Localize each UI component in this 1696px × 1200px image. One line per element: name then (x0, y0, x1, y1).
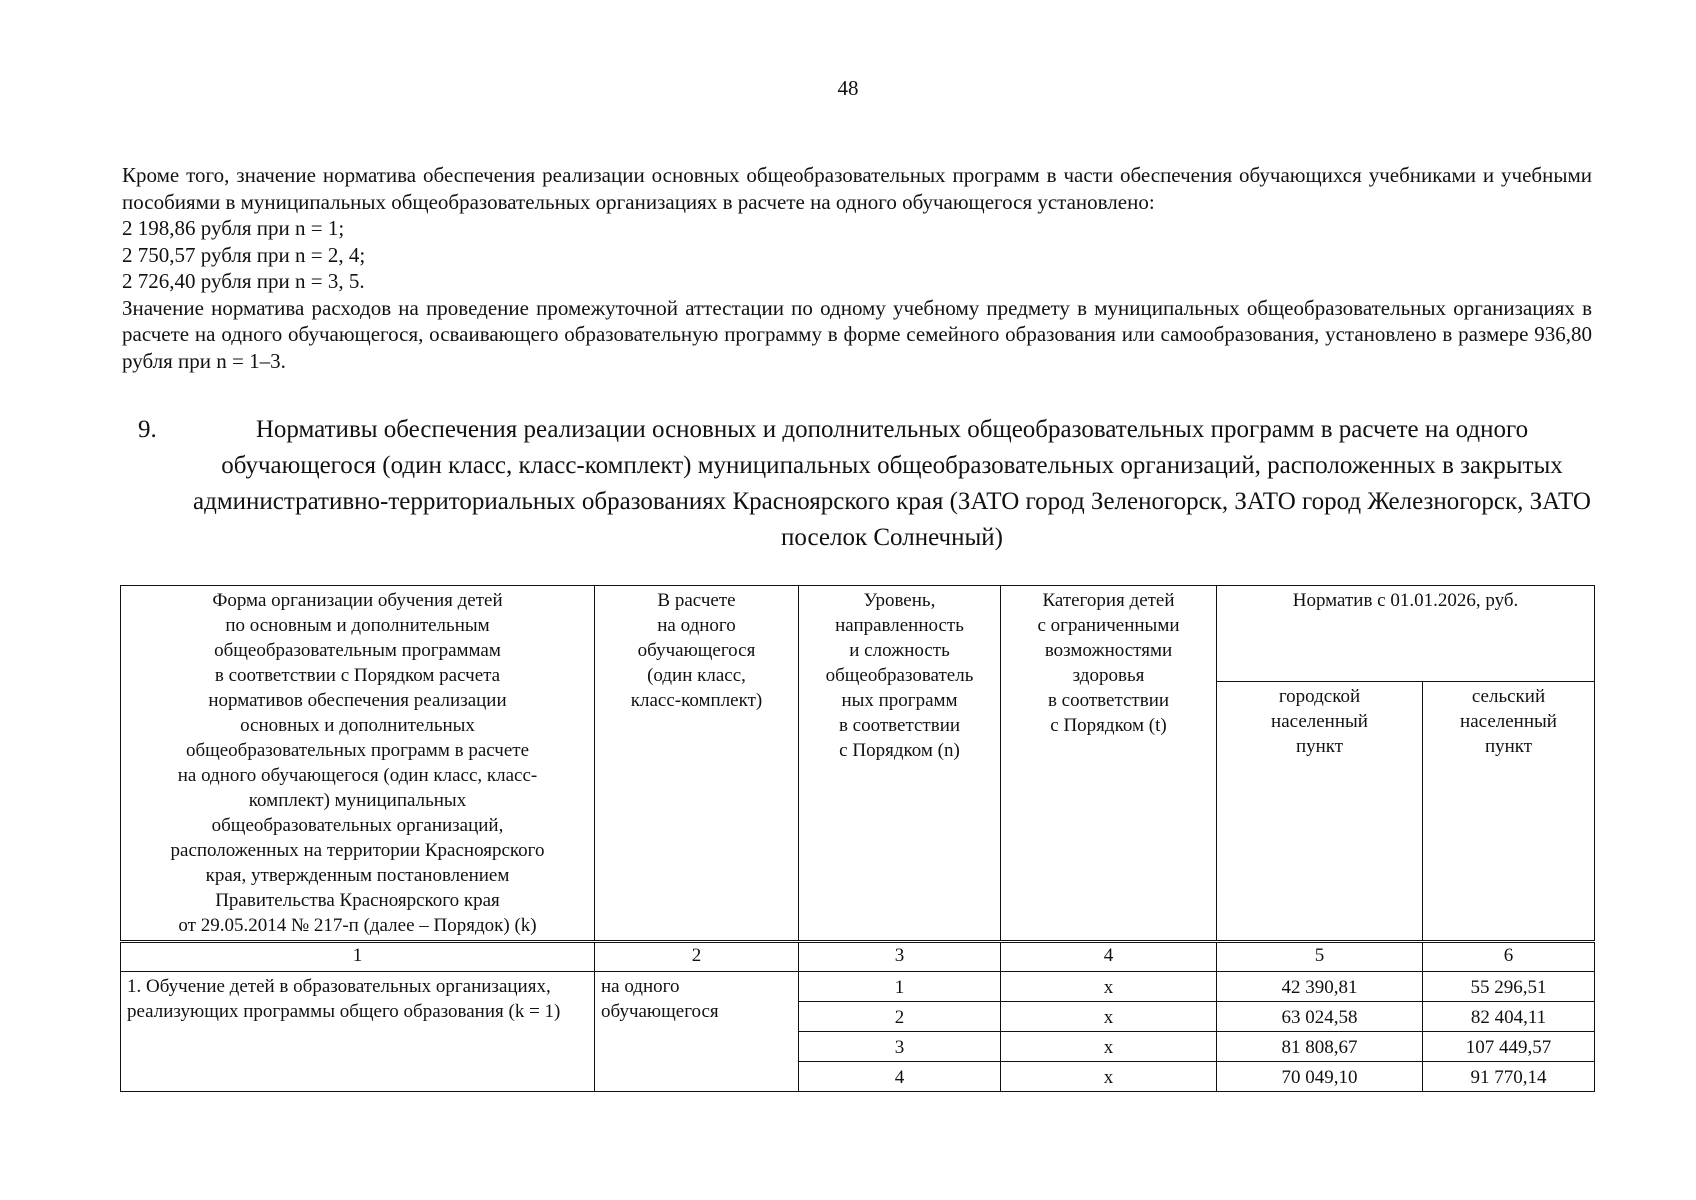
intro-paragraph-attestation: Значение норматива расходов на проведение промежуточной аттестации по одному учебному предмету в муниципальных общеобразовательных организациях в расчете на одного обучающегося, осваивающего образовательную программу в форме семейного образования или самообразования, установлено в размере 936,80 рубля при n = 1–3. (122, 295, 1592, 373)
cell-urban: 42 390,81 (1217, 972, 1423, 1002)
section-title: Нормативы обеспечения реализации основных и дополнительных общеобразовательных программ в расчете на одного обучающегося (один класс, класс-комплект) муниципальных общеобразовательных организаций, расположенных в закрытых административно-территориальных образованиях Красноярского края (ЗАТО город Зеленогорск, ЗАТО город Железногорск, ЗАТО поселок Солнечный) (193, 416, 1591, 551)
cell-rural: 82 404,11 (1423, 1002, 1595, 1032)
cell-urban: 63 024,58 (1217, 1002, 1423, 1032)
header-rural: сельский населенный пункт (1423, 682, 1595, 942)
cell-category: x (1001, 1062, 1217, 1092)
cell-category: x (1001, 1032, 1217, 1062)
header-category: Категория детей с ограниченными возможностями здоровья в соответствии с Порядком (t) (1001, 586, 1217, 942)
header-urban: городской населенный пункт (1217, 682, 1423, 942)
column-number: 5 (1217, 942, 1423, 972)
cell-category: x (1001, 972, 1217, 1002)
column-number: 3 (799, 942, 1001, 972)
section-number: 9. (138, 416, 157, 443)
cell-urban: 70 049,10 (1217, 1062, 1423, 1092)
column-number-row (121, 942, 1595, 972)
cell-level: 3 (799, 1032, 1001, 1062)
row-per-label: на одного обучающегося (595, 972, 799, 1092)
column-number: 2 (595, 942, 799, 972)
column-number: 4 (1001, 942, 1217, 972)
header-per-student: В расчете на одного обучающегося (один класс, класс-комплект) (595, 586, 799, 942)
header-level: Уровень, направленность и сложность общеобразователь ных программ в соответствии с Порядком (n) (799, 586, 1001, 942)
column-number: 1 (121, 942, 595, 972)
intro-line-3: 2 726,40 рубля при n = 3, 5. (122, 269, 365, 293)
row-form-label: 1. Обучение детей в образовательных организациях, реализующих программы общего образования (k = 1) (121, 972, 595, 1092)
intro-paragraph-textbooks: Кроме того, значение норматива обеспечения реализации основных общеобразовательных программ в части обеспечения обучающихся учебниками и учебными пособиями в муниципальных общеобразовательных организациях в расчете на одного обучающегося установлено: (122, 163, 1592, 214)
header-norm-group: Норматив с 01.01.2026, руб. (1217, 586, 1595, 682)
header-form: Форма организации обучения детей по основным и дополнительным общеобразовательным программам в соответствии с Порядком расчета нормативов обеспечения реализации основных и дополнительных общеобразовательных программ в расчете на одного обучающегося (один класс, класс- комплект) муниципальных общеобразовательных организаций, расположенных на территории Красноярского края, утвержденным постановлением Правительства Красноярского края от 29.05.2014 № 217-п (далее – Порядок) (k) (121, 586, 595, 942)
table-header-row (121, 586, 1595, 682)
cell-rural: 55 296,51 (1423, 972, 1595, 1002)
table-row (121, 972, 1595, 1002)
cell-level: 4 (799, 1062, 1001, 1092)
section-heading (122, 412, 1592, 556)
cell-level: 2 (799, 1002, 1001, 1032)
column-number: 6 (1423, 942, 1595, 972)
cell-rural: 91 770,14 (1423, 1062, 1595, 1092)
norms-table (120, 585, 1595, 1092)
cell-urban: 81 808,67 (1217, 1032, 1423, 1062)
intro-line-2: 2 750,57 рубля при n = 2, 4; (122, 242, 366, 267)
page-number: 48 (837, 76, 859, 100)
cell-rural: 107 449,57 (1423, 1032, 1595, 1062)
cell-level: 1 (799, 972, 1001, 1002)
intro-line-1: 2 198,86 рубля при n = 1; (122, 216, 345, 240)
cell-category: x (1001, 1002, 1217, 1032)
intro-text (122, 162, 1592, 374)
